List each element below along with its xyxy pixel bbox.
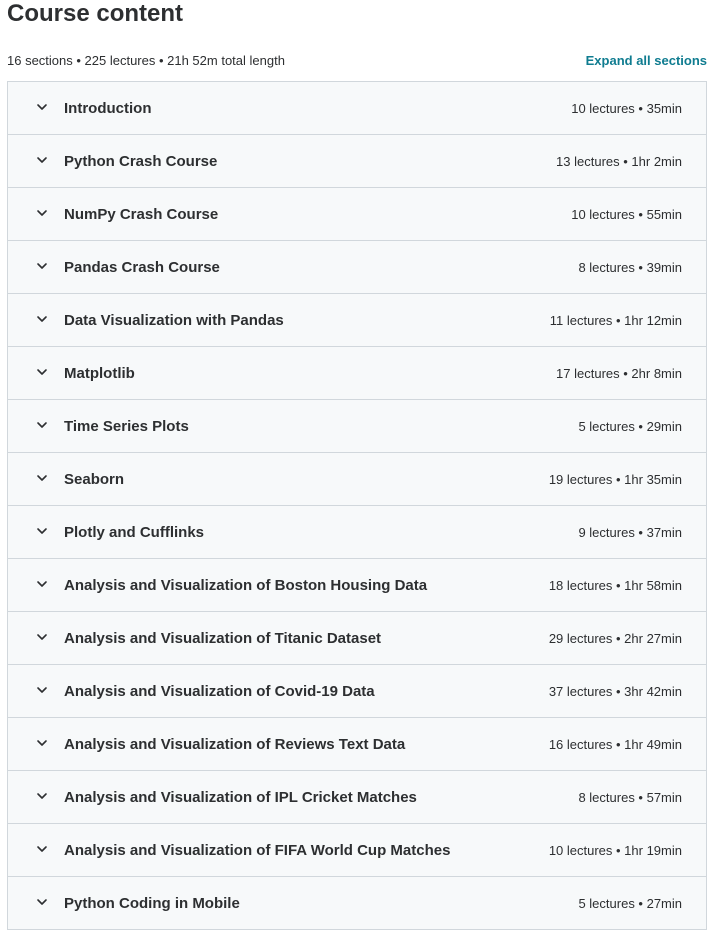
section-title: Analysis and Visualization of Titanic Dataset bbox=[64, 630, 382, 647]
chevron-down-icon bbox=[35, 365, 49, 379]
chevron-down-icon bbox=[35, 206, 49, 220]
chevron-down-icon bbox=[35, 895, 49, 909]
chevron-down-icon bbox=[35, 683, 49, 697]
section-row[interactable] bbox=[8, 453, 706, 506]
section-title: Python Coding in Mobile bbox=[64, 895, 240, 912]
chevron-down-icon bbox=[35, 153, 49, 167]
section-lecture-info: 29 lectures • 2hr 27min bbox=[548, 631, 682, 646]
course-summary: 16 sections • 225 lectures • 21h 52m total length bbox=[7, 53, 285, 68]
section-lecture-info: 18 lectures • 1hr 58min bbox=[548, 578, 682, 593]
section-lecture-info: 10 lectures • 35min bbox=[571, 101, 682, 116]
chevron-down-icon bbox=[35, 259, 49, 273]
section-lecture-info: 17 lectures • 2hr 8min bbox=[556, 366, 682, 381]
chevron-down-icon bbox=[35, 418, 49, 432]
section-lecture-info: 10 lectures • 1hr 19min bbox=[548, 843, 682, 858]
section-row[interactable] bbox=[8, 294, 706, 347]
section-row[interactable] bbox=[8, 665, 706, 718]
section-lecture-info: 37 lectures • 3hr 42min bbox=[548, 684, 682, 699]
section-lecture-info: 16 lectures • 1hr 49min bbox=[548, 737, 682, 752]
section-lecture-info: 5 lectures • 29min bbox=[578, 419, 682, 434]
chevron-down-icon bbox=[35, 736, 49, 750]
section-row[interactable] bbox=[8, 135, 706, 188]
section-title: Introduction bbox=[64, 100, 152, 117]
section-row[interactable] bbox=[8, 347, 706, 400]
section-title: Analysis and Visualization of IPL Cricket Matches bbox=[64, 789, 417, 806]
section-title: Analysis and Visualization of Reviews Text Data bbox=[64, 736, 406, 753]
chevron-down-icon bbox=[35, 524, 49, 538]
sections-list bbox=[7, 81, 707, 930]
expand-all-sections-button[interactable]: Expand all sections bbox=[585, 53, 707, 68]
section-lecture-info: 19 lectures • 1hr 35min bbox=[548, 472, 682, 487]
section-row[interactable] bbox=[8, 771, 706, 824]
section-title: Seaborn bbox=[64, 471, 125, 488]
section-row[interactable] bbox=[8, 400, 706, 453]
chevron-down-icon bbox=[35, 471, 49, 485]
section-title: Pandas Crash Course bbox=[64, 259, 220, 276]
section-lecture-info: 11 lectures • 1hr 12min bbox=[549, 313, 682, 328]
page-title: Course content bbox=[7, 0, 184, 27]
chevron-down-icon bbox=[35, 842, 49, 856]
section-title: NumPy Crash Course bbox=[64, 206, 219, 223]
section-row[interactable] bbox=[8, 877, 706, 929]
section-row[interactable] bbox=[8, 82, 706, 135]
section-lecture-info: 10 lectures • 55min bbox=[571, 207, 682, 222]
chevron-down-icon bbox=[35, 789, 49, 803]
section-row[interactable] bbox=[8, 188, 706, 241]
section-lecture-info: 8 lectures • 39min bbox=[578, 260, 682, 275]
course-summary-row bbox=[7, 52, 707, 70]
section-lecture-info: 13 lectures • 1hr 2min bbox=[556, 154, 682, 169]
section-row[interactable] bbox=[8, 506, 706, 559]
section-title: Python Crash Course bbox=[64, 153, 218, 170]
section-title: Data Visualization with Pandas bbox=[64, 312, 284, 329]
section-lecture-info: 9 lectures • 37min bbox=[578, 525, 682, 540]
section-row[interactable] bbox=[8, 824, 706, 877]
section-title: Time Series Plots bbox=[64, 418, 189, 435]
section-title: Analysis and Visualization of Covid-19 Data bbox=[64, 683, 375, 700]
section-row[interactable] bbox=[8, 241, 706, 294]
section-title: Plotly and Cufflinks bbox=[64, 524, 205, 541]
section-title: Analysis and Visualization of Boston Housing Data bbox=[64, 577, 428, 594]
section-title: Analysis and Visualization of FIFA World Cup Matches bbox=[64, 842, 451, 859]
section-lecture-info: 5 lectures • 27min bbox=[578, 896, 682, 911]
section-title: Matplotlib bbox=[64, 365, 135, 382]
chevron-down-icon bbox=[35, 312, 49, 326]
section-row[interactable] bbox=[8, 612, 706, 665]
section-row[interactable] bbox=[8, 718, 706, 771]
section-row[interactable] bbox=[8, 559, 706, 612]
section-lecture-info: 8 lectures • 57min bbox=[578, 790, 682, 805]
chevron-down-icon bbox=[35, 630, 49, 644]
chevron-down-icon bbox=[35, 100, 49, 114]
chevron-down-icon bbox=[35, 577, 49, 591]
